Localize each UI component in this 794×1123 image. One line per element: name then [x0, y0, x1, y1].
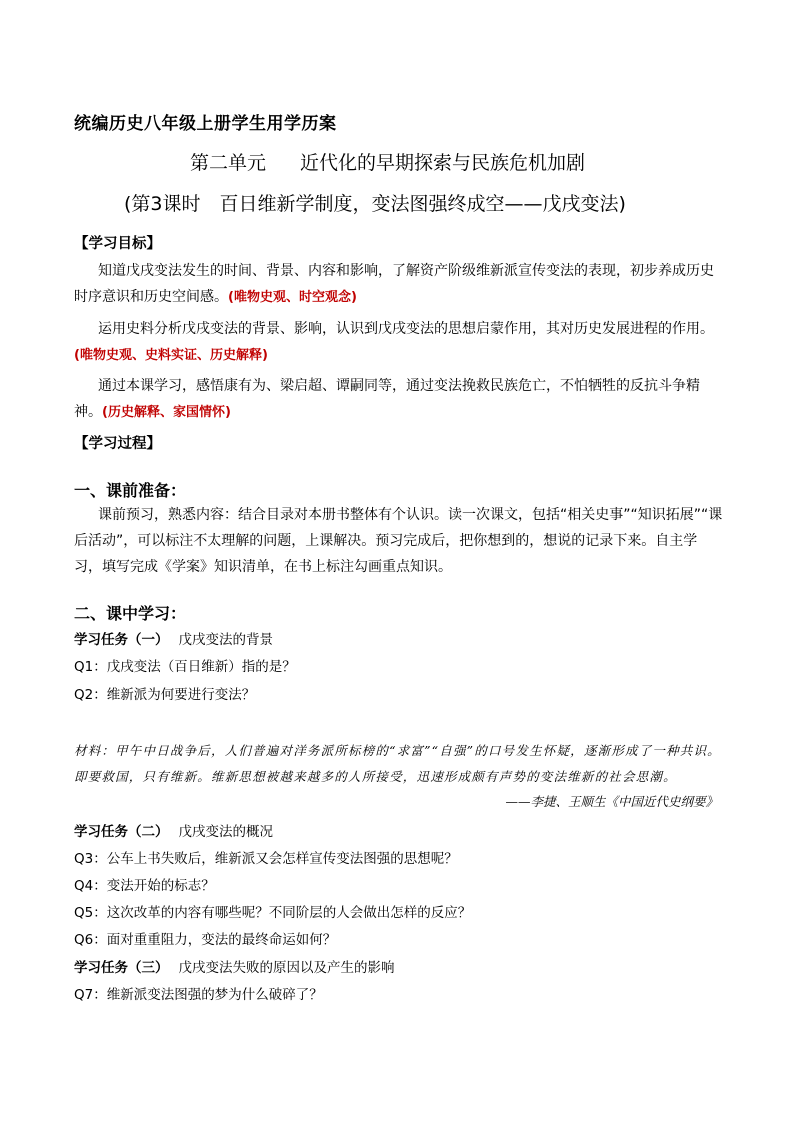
objective-1: [74, 258, 724, 311]
task-2: [74, 820, 273, 840]
task-1-label: 学习任务（一）: [74, 632, 169, 648]
process-heading: 【学习过程】: [74, 436, 161, 452]
section-1-heading: 一、课前准备：: [74, 481, 187, 500]
section-2-heading: 二、课中学习：: [74, 604, 187, 623]
question-2: Q2：维新派为何要进行变法？: [74, 687, 256, 703]
question-5: Q5：这次改革的内容有哪些呢？不同阶层的人会做出怎样的反应？: [74, 905, 472, 921]
unit-label: 第二单元: [190, 152, 267, 174]
task-2-label: 学习任务（二）: [74, 824, 169, 840]
task-3-title: 戊戌变法失败的原因以及产生的影响: [178, 960, 395, 976]
lesson-title: (第3课时 百日维新学制度，变法图强终成空——戊戌变法): [124, 193, 626, 215]
objective-1-text: 知道戊戌变法发生的时间、背景、内容和影响，了解资产阶级维新派宣传变法的表现，初步养成历史时序意识和历史空间感。: [74, 263, 714, 305]
section-1-text: 课前预习，熟悉内容：结合目录对本册书整体有个认识。读一次课文，包括“相关史事”“知识拓展”“课后活动”，可以标注不太理解的问题，上课解决。预习完成后，把你想到的，想说的记录下来。自主学习，填写完成《学案》知识清单，在书上标注勾画重点知识。: [74, 507, 723, 575]
objective-2-tag: (唯物史观、史料实证、历史解释): [74, 348, 268, 363]
objectives-heading: 【学习目标】: [74, 236, 161, 252]
source-material: 材料：甲午中日战争后，人们普遍对洋务派所标榜的“求富”“自强”的口号发生怀疑，逐渐形成了一种共识。即要救国，只有维新。维新思想被越来越多的人所接受，迅速形成颇有声势的变法维新的社会思潮。: [74, 743, 721, 784]
question-6: Q6：面对重重阻力，变法的最终命运如何？: [74, 932, 337, 948]
task-3-label: 学习任务（三）: [74, 960, 169, 976]
objective-2-text: 运用史料分析戊戌变法的背景、影响，认识到戊戌变法的思想启蒙作用，其对历史发展进程的作用。: [98, 321, 714, 337]
question-4: Q4：变法开始的标志？: [74, 878, 215, 894]
document-title: 统编历史八年级上册学生用学历案: [74, 114, 337, 134]
unit-heading: [190, 148, 585, 175]
task-1: [74, 628, 273, 648]
question-7: Q7：维新派变法图强的梦为什么破碎了？: [74, 987, 323, 1003]
task-2-title: 戊戌变法的概况: [178, 824, 273, 840]
task-1-title: 戊戌变法的背景: [178, 632, 273, 648]
objective-3-tag: (历史解释、家国情怀): [102, 405, 231, 420]
unit-title: 近代化的早期探索与民族危机加剧: [300, 152, 586, 174]
task-3: [74, 956, 395, 976]
objective-3-text: 通过本课学习，感悟康有为、梁启超、谭嗣同等，通过变法挽救民族危亡，不怕牺牲的反抗斗争精神。: [74, 378, 700, 420]
objective-1-tag: (唯物史观、时空观念): [228, 290, 357, 305]
question-3: Q3：公车上书失败后，维新派又会怎样宣传变法图强的思想呢？: [74, 851, 458, 867]
objective-2: [74, 316, 724, 369]
question-1: Q1：戊戌变法（百日维新）指的是？: [74, 659, 296, 675]
objective-3: [74, 373, 724, 426]
material-citation: ——李捷、王顺生《中国近代史纲要》: [505, 794, 718, 809]
